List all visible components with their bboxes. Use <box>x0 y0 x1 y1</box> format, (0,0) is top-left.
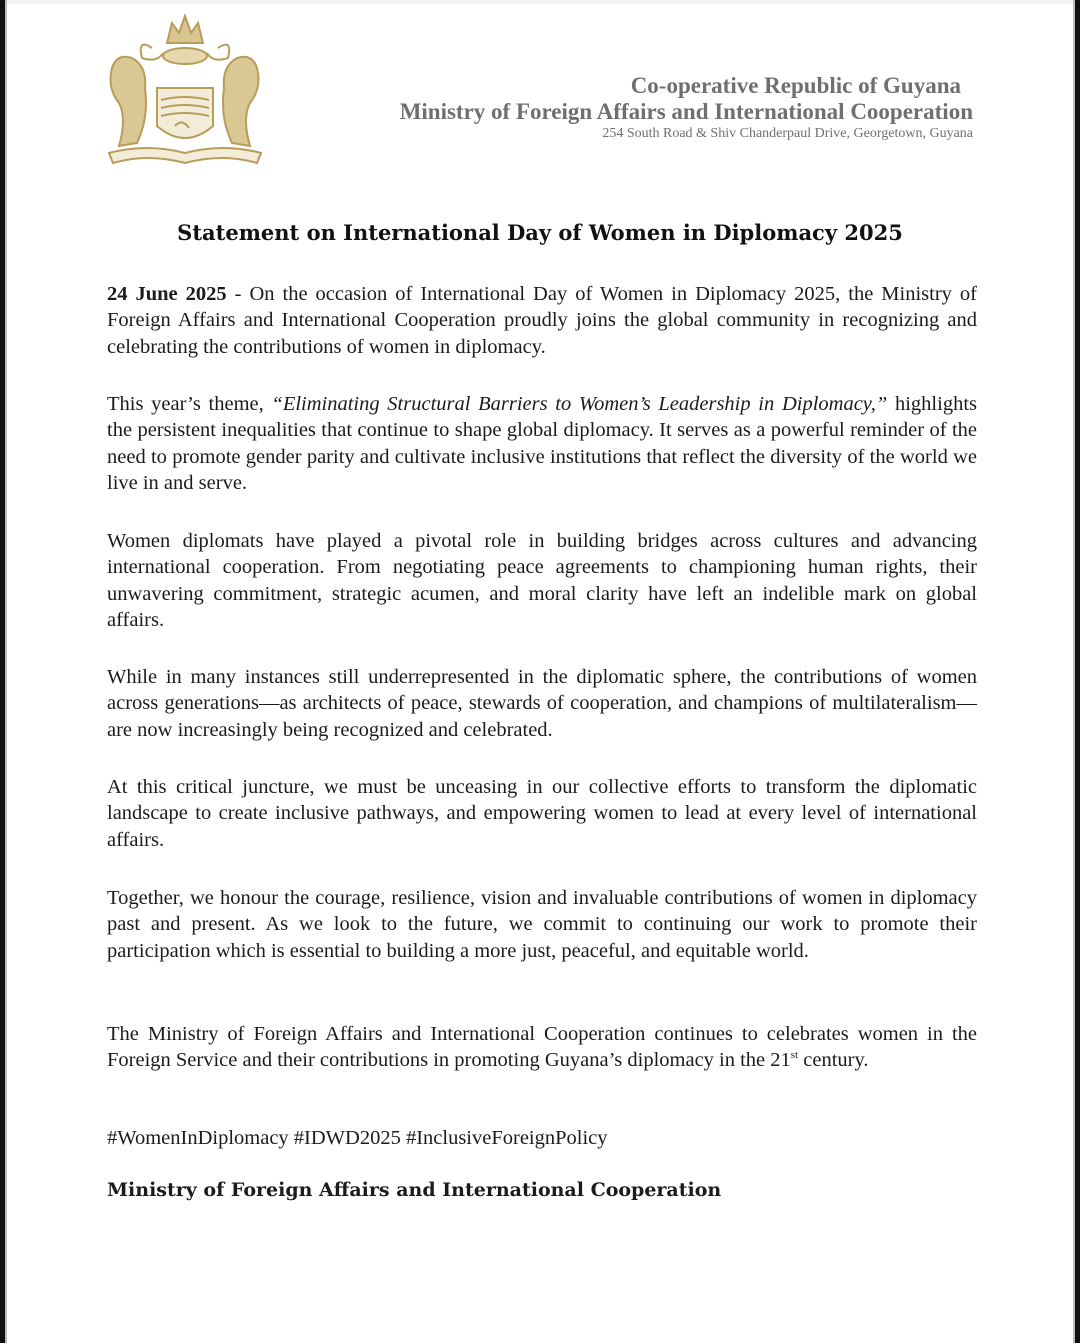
theme-text: highlights the persistent inequalities that continue to shape global diplomacy. It serves as a powerful reminder of the need to promote gender parity and cultivate inclusive institutions that reflect the diversity of the world we live in and serve. <box>107 393 977 494</box>
document-page <box>5 0 1075 1343</box>
theme-lead: This year’s theme, <box>107 393 272 415</box>
intro-text: - On the occasion of International Day of Women in Diplomacy 2025, the Ministry of Foreign Affairs and International Cooperation proudly joins the global community in recognizing and celebrating the contributions of women in diplomacy. <box>107 283 977 358</box>
paragraph-ministry <box>107 1021 977 1074</box>
signature: Ministry of Foreign Affairs and International Cooperation <box>107 1179 722 1201</box>
paragraph-theme <box>107 391 977 496</box>
top-edge <box>7 0 1073 4</box>
statement-title: Statement on International Day of Women in Diplomacy 2025 <box>177 220 903 245</box>
coat-of-arms-icon <box>97 8 272 168</box>
theme-name: “Eliminating Structural Barriers to Women’s Leadership in Diplomacy,” <box>271 393 888 415</box>
paragraph-together: Together, we honour the courage, resilience, vision and invaluable contributions of women in diplomacy past and present. As we look to the future, we commit to continuing our work to promote their participation which is essential to building a more just, peaceful, and equitable world. <box>107 887 977 962</box>
paragraph-critical-juncture: At this critical juncture, we must be unceasing in our collective efforts to transform the diplomatic landscape to create inclusive pathways, and empowering women to lead at every level of international affairs. <box>107 776 977 851</box>
paragraph-women-diplomats: Women diplomats have played a pivotal role in building bridges across cultures and advancing international cooperation. From negotiating peace agreements to championing human rights, their unwavering commitment, strategic acumen, and moral clarity have left an indelible mark on global affairs. <box>107 530 977 631</box>
ministry-text: The Ministry of Foreign Affairs and International Cooperation continues to celebrates women in the Foreign Service and their contributions in promoting Guyana’s diplomacy in the 21 <box>107 1023 977 1072</box>
paragraph-intro <box>107 281 977 360</box>
hashtags: #WomenInDiplomacy #IDWD2025 #InclusiveForeignPolicy <box>107 1127 608 1149</box>
statement-date: 24 June 2025 <box>107 283 227 305</box>
letterhead-ministry: Ministry of Foreign Affairs and International Cooperation <box>399 99 973 124</box>
ministry-text-end: century. <box>798 1049 869 1072</box>
letterhead-country: Co-operative Republic of Guyana <box>630 73 961 98</box>
letterhead-address: 254 South Road & Shiv Chanderpaul Drive, Georgetown, Guyana <box>602 126 973 141</box>
paragraph-underrepresented: While in many instances still underrepresented in the diplomatic sphere, the contributions of women across generations—as architects of peace, stewards of cooperation, and champions of multilateralism—are now increasingly being recognized and celebrated. <box>107 666 977 741</box>
ordinal-suffix: st <box>790 1049 799 1062</box>
